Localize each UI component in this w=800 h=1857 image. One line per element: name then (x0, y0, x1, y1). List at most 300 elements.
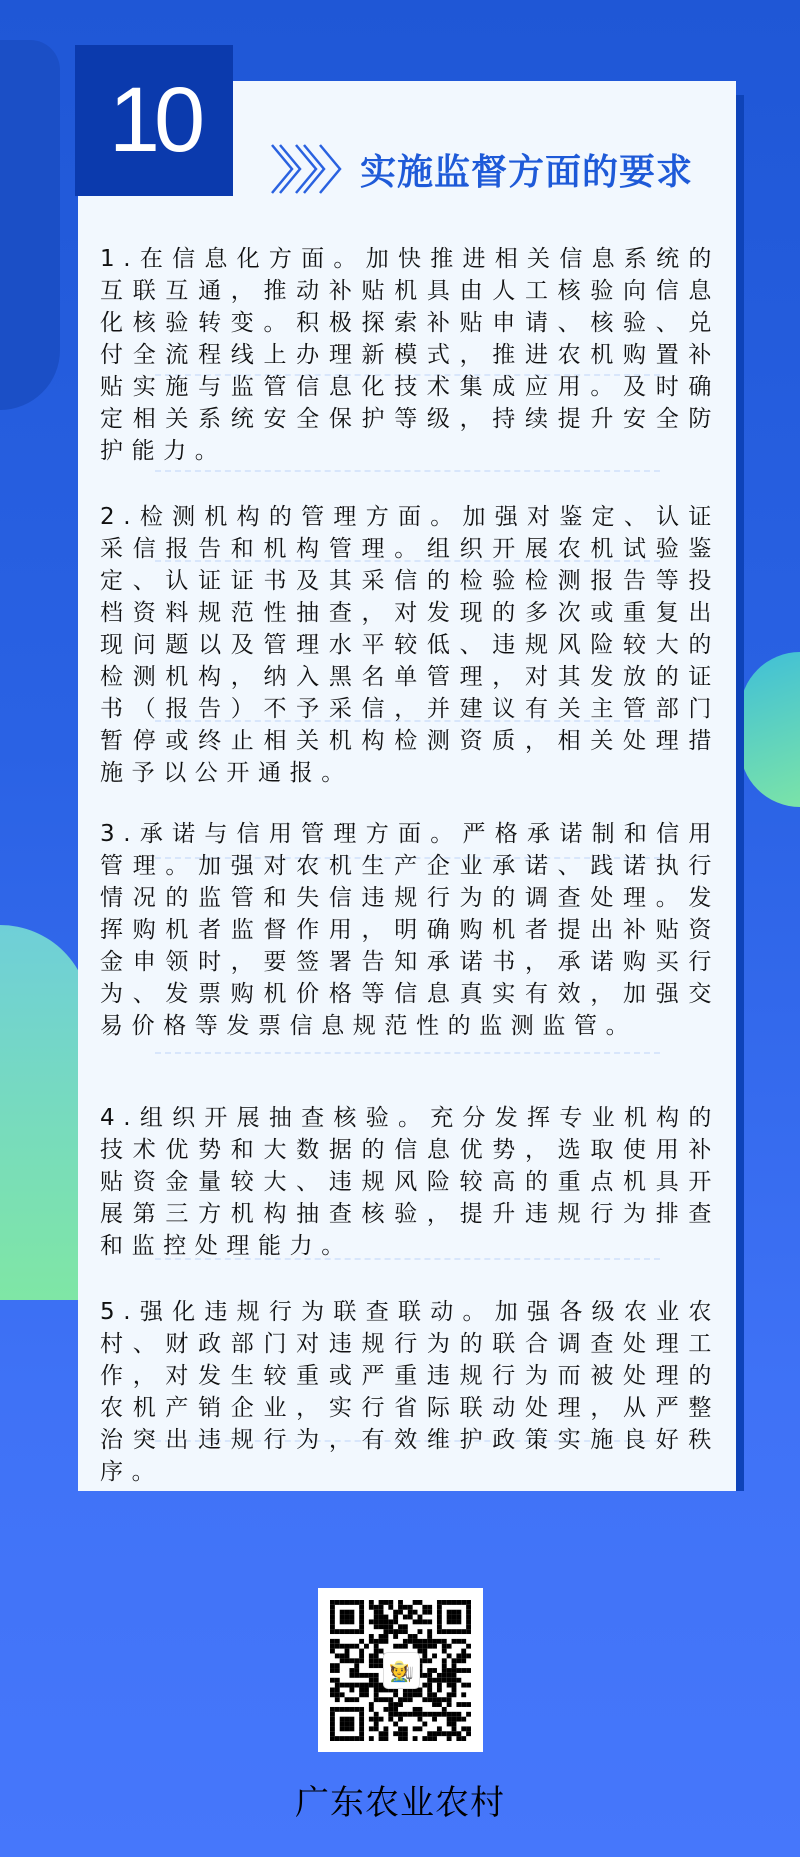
decorative-blob-right (740, 652, 800, 807)
qr-module (427, 1731, 432, 1736)
qr-module (403, 1639, 408, 1644)
qr-module (466, 1615, 471, 1620)
qr-module (354, 1644, 359, 1649)
qr-module (349, 1610, 354, 1615)
qr-module (466, 1610, 471, 1615)
qr-module (413, 1736, 418, 1741)
qr-module (461, 1717, 466, 1722)
qr-module (432, 1697, 437, 1702)
qr-module (403, 1712, 408, 1717)
qr-module (335, 1678, 340, 1683)
qr-module (354, 1736, 359, 1741)
requirement-paragraph: 4.组织开展抽查核验。充分发挥专业机构的技术优势和大数据的信息优势，选取使用补贴资金量较大、违规风险较高的重点机具开展第三方机构抽查核验，提升违规行为排查和监控处理能力。 (100, 1105, 720, 1259)
qr-module (354, 1697, 359, 1702)
qr-module (418, 1644, 423, 1649)
qr-module (340, 1658, 345, 1663)
qr-module (403, 1731, 408, 1736)
qr-module (466, 1600, 471, 1605)
qr-module (359, 1731, 364, 1736)
qr-module (422, 1736, 427, 1741)
qr-module (335, 1683, 340, 1688)
qr-module (452, 1692, 457, 1697)
qr-module (418, 1707, 423, 1712)
qr-module (349, 1736, 354, 1741)
qr-module (345, 1736, 350, 1741)
qr-module (422, 1673, 427, 1678)
qr-module (418, 1629, 423, 1634)
mascot-logo-icon: 🧑‍🌾 (383, 1652, 420, 1689)
qr-module (466, 1712, 471, 1717)
qr-module (432, 1702, 437, 1707)
qr-module (388, 1717, 393, 1722)
qr-module (383, 1600, 388, 1605)
qr-module (345, 1658, 350, 1663)
requirement-paragraph: 1.在信息化方面。加快推进相关信息系统的互联互通，推动补贴机具由人工核验向信息化核验转变。积极探索补贴申请、核验、兑付全流程线上办理新模式，推进农机购置补贴实施与监管信息化技术集成应用。及时确定相关系统安全保护等级，持续提升安全防护能力。 (100, 246, 720, 464)
qr-module (330, 1619, 335, 1624)
qr-module (330, 1600, 335, 1605)
qr-module (447, 1678, 452, 1683)
qr-module (388, 1697, 393, 1702)
qr-module (437, 1639, 442, 1644)
qr-module (466, 1629, 471, 1634)
qr-module (398, 1600, 403, 1605)
qr-module (330, 1712, 335, 1717)
qr-module (369, 1683, 374, 1688)
qr-module (393, 1615, 398, 1620)
qr-module (345, 1717, 350, 1722)
qr-module (452, 1619, 457, 1624)
qr-module (345, 1722, 350, 1727)
qr-module (403, 1736, 408, 1741)
qr-module (335, 1629, 340, 1634)
qr-module (432, 1639, 437, 1644)
qr-module (427, 1619, 432, 1624)
decorative-blob-left (0, 925, 90, 1300)
qr-module (437, 1688, 442, 1693)
qr-module (374, 1697, 379, 1702)
qr-module (349, 1726, 354, 1731)
qr-module (452, 1717, 457, 1722)
qr-module (442, 1712, 447, 1717)
qr-module (422, 1712, 427, 1717)
qr-module (374, 1619, 379, 1624)
qr-module (379, 1610, 384, 1615)
qr-module (374, 1678, 379, 1683)
section-title: 实施监督方面的要求 (360, 151, 694, 193)
qr-module (456, 1653, 461, 1658)
qr-module (349, 1697, 354, 1702)
qr-module (427, 1697, 432, 1702)
qr-module (461, 1726, 466, 1731)
qr-module (422, 1683, 427, 1688)
qr-module (359, 1619, 364, 1624)
requirements-list (100, 243, 720, 1488)
qr-module (359, 1629, 364, 1634)
qr-module (349, 1722, 354, 1727)
qr-module (369, 1673, 374, 1678)
qr-module (330, 1624, 335, 1629)
qr-module (427, 1673, 432, 1678)
qr-module (422, 1653, 427, 1658)
qr-module (369, 1726, 374, 1731)
qr-module (340, 1717, 345, 1722)
qr-module (452, 1688, 457, 1693)
qr-module (427, 1610, 432, 1615)
qr-module (359, 1688, 364, 1693)
qr-module (359, 1610, 364, 1615)
qr-module (432, 1717, 437, 1722)
qr-module (442, 1678, 447, 1683)
qr-module (447, 1619, 452, 1624)
qr-module (335, 1663, 340, 1668)
qr-module (413, 1726, 418, 1731)
qr-module (442, 1731, 447, 1736)
qr-module (349, 1683, 354, 1688)
qr-module (466, 1731, 471, 1736)
qr-module (452, 1658, 457, 1663)
qr-module (437, 1615, 442, 1620)
qr-module (393, 1722, 398, 1727)
qr-module (354, 1707, 359, 1712)
qr-module (383, 1697, 388, 1702)
qr-module (466, 1619, 471, 1624)
qr-module (413, 1639, 418, 1644)
qr-module (437, 1619, 442, 1624)
qr-module (422, 1610, 427, 1615)
qr-module (403, 1644, 408, 1649)
qr-module (369, 1639, 374, 1644)
qr-module (330, 1649, 335, 1654)
qr-module (359, 1707, 364, 1712)
qr-module (345, 1683, 350, 1688)
qr-module (369, 1619, 374, 1624)
qr-module (418, 1600, 423, 1605)
qr-module (340, 1600, 345, 1605)
qr-module (418, 1717, 423, 1722)
qr-module (403, 1697, 408, 1702)
qr-module (354, 1663, 359, 1668)
qr-module (330, 1668, 335, 1673)
qr-module (447, 1712, 452, 1717)
qr-module (330, 1688, 335, 1693)
qr-module (359, 1605, 364, 1610)
qr-module (330, 1639, 335, 1644)
qr-module (340, 1653, 345, 1658)
qr-module (345, 1726, 350, 1731)
qr-module (374, 1663, 379, 1668)
qr-module (335, 1600, 340, 1605)
qr-module (432, 1731, 437, 1736)
qr-module (466, 1653, 471, 1658)
qr-module (345, 1649, 350, 1654)
qr-module (359, 1722, 364, 1727)
qr-module (447, 1673, 452, 1678)
qr-code-icon[interactable] (318, 1588, 483, 1752)
qr-module (422, 1722, 427, 1727)
qr-module (461, 1658, 466, 1663)
qr-module (447, 1668, 452, 1673)
qr-module (330, 1605, 335, 1610)
qr-module (354, 1629, 359, 1634)
qr-module (442, 1629, 447, 1634)
qr-module (442, 1668, 447, 1673)
qr-module (427, 1692, 432, 1697)
qr-module (359, 1673, 364, 1678)
qr-module (383, 1726, 388, 1731)
qr-module (369, 1702, 374, 1707)
qr-module (461, 1692, 466, 1697)
qr-module (374, 1712, 379, 1717)
qr-module (359, 1615, 364, 1620)
qr-module (379, 1600, 384, 1605)
qr-module (379, 1731, 384, 1736)
qr-module (383, 1707, 388, 1712)
qr-module (393, 1610, 398, 1615)
qr-module (447, 1697, 452, 1702)
qr-module (442, 1600, 447, 1605)
qr-module (330, 1722, 335, 1727)
qr-module (345, 1615, 350, 1620)
qr-module (408, 1692, 413, 1697)
requirement-paragraph: 5.强化违规行为联查联动。加强各级农业农村、财政部门对违规行为的联合调查处理工作，对发生较重或严重违规行为而被处理的农机产销企业，实行省际联动处理，从严整治突出违规行为，有效维护政策实施良好秩序。 (100, 1299, 720, 1485)
qr-module (403, 1624, 408, 1629)
qr-module (330, 1736, 335, 1741)
qr-module (427, 1629, 432, 1634)
qr-module (383, 1634, 388, 1639)
qr-module (340, 1683, 345, 1688)
qr-module (383, 1731, 388, 1736)
qr-module (330, 1663, 335, 1668)
qr-module (388, 1605, 393, 1610)
qr-module (447, 1683, 452, 1688)
qr-module (379, 1736, 384, 1741)
section-header (270, 143, 693, 195)
qr-module (437, 1673, 442, 1678)
qr-module (442, 1639, 447, 1644)
qr-module (359, 1683, 364, 1688)
qr-module (398, 1644, 403, 1649)
qr-module (427, 1683, 432, 1688)
qr-module (393, 1644, 398, 1649)
qr-module (349, 1717, 354, 1722)
qr-module (335, 1688, 340, 1693)
qr-module (374, 1649, 379, 1654)
qr-module (330, 1615, 335, 1620)
qr-module (335, 1736, 340, 1741)
qr-module (374, 1658, 379, 1663)
qr-module (442, 1644, 447, 1649)
qr-module (422, 1605, 427, 1610)
qr-module (330, 1678, 335, 1683)
qr-module (461, 1649, 466, 1654)
qr-module (452, 1663, 457, 1668)
qr-module (374, 1605, 379, 1610)
qr-module (452, 1610, 457, 1615)
qr-module (418, 1639, 423, 1644)
qr-module (330, 1610, 335, 1615)
qr-module (461, 1702, 466, 1707)
qr-module (452, 1668, 457, 1673)
qr-module (413, 1610, 418, 1615)
qr-module (432, 1653, 437, 1658)
qr-module (359, 1736, 364, 1741)
qr-module (354, 1668, 359, 1673)
qr-module (447, 1653, 452, 1658)
qr-module (359, 1600, 364, 1605)
qr-module (398, 1712, 403, 1717)
qr-module (383, 1624, 388, 1629)
qr-module (432, 1678, 437, 1683)
qr-module (340, 1707, 345, 1712)
qr-module (437, 1726, 442, 1731)
qr-module (447, 1600, 452, 1605)
qr-module (379, 1649, 384, 1654)
qr-module (349, 1658, 354, 1663)
qr-module (452, 1673, 457, 1678)
qr-module (461, 1629, 466, 1634)
qr-module (330, 1726, 335, 1731)
qr-module (456, 1600, 461, 1605)
qr-module (398, 1731, 403, 1736)
qr-module (427, 1639, 432, 1644)
qr-module (359, 1692, 364, 1697)
qr-module (398, 1624, 403, 1629)
qr-module (437, 1624, 442, 1629)
qr-module (345, 1697, 350, 1702)
qr-module (335, 1639, 340, 1644)
qr-module (447, 1702, 452, 1707)
qr-module (408, 1639, 413, 1644)
qr-module (330, 1644, 335, 1649)
qr-module (413, 1619, 418, 1624)
qr-module (432, 1736, 437, 1741)
qr-module (349, 1707, 354, 1712)
qr-module (427, 1712, 432, 1717)
qr-module (408, 1712, 413, 1717)
qr-module (456, 1639, 461, 1644)
qr-module (408, 1605, 413, 1610)
qr-module (398, 1610, 403, 1615)
qr-module (388, 1624, 393, 1629)
qr-module (340, 1722, 345, 1727)
qr-module (418, 1619, 423, 1624)
qr-module (369, 1736, 374, 1741)
qr-module (427, 1678, 432, 1683)
qr-module (452, 1731, 457, 1736)
qr-module (388, 1629, 393, 1634)
qr-module (383, 1629, 388, 1634)
qr-module (374, 1610, 379, 1615)
qr-module (447, 1722, 452, 1727)
qr-module (359, 1726, 364, 1731)
qr-module (335, 1668, 340, 1673)
qr-module (359, 1639, 364, 1644)
qr-module (383, 1619, 388, 1624)
qr-module (456, 1619, 461, 1624)
qr-module (349, 1673, 354, 1678)
qr-module (330, 1629, 335, 1634)
qr-module (349, 1615, 354, 1620)
qr-module (466, 1644, 471, 1649)
qr-module (466, 1624, 471, 1629)
qr-module (456, 1678, 461, 1683)
qr-module (461, 1639, 466, 1644)
chevrons-icon (270, 143, 346, 195)
qr-module (340, 1692, 345, 1697)
qr-module (359, 1658, 364, 1663)
qr-module (374, 1615, 379, 1620)
qr-module (398, 1717, 403, 1722)
qr-module (354, 1683, 359, 1688)
qr-module (461, 1668, 466, 1673)
qr-module (422, 1697, 427, 1702)
qr-module (340, 1619, 345, 1624)
qr-module (413, 1644, 418, 1649)
qr-module (354, 1673, 359, 1678)
qr-module (413, 1712, 418, 1717)
qr-module (456, 1658, 461, 1663)
qr-module (393, 1702, 398, 1707)
qr-module (335, 1697, 340, 1702)
qr-module (447, 1610, 452, 1615)
qr-module (422, 1619, 427, 1624)
qr-module (364, 1688, 369, 1693)
qr-module (369, 1707, 374, 1712)
qr-module (452, 1722, 457, 1727)
section-number: 10 (75, 45, 233, 196)
qr-module (456, 1702, 461, 1707)
qr-module (374, 1688, 379, 1693)
qr-module (345, 1610, 350, 1615)
qr-module (422, 1644, 427, 1649)
qr-module (369, 1717, 374, 1722)
qr-module (335, 1653, 340, 1658)
qr-module (452, 1629, 457, 1634)
qr-module (354, 1600, 359, 1605)
qr-module (393, 1619, 398, 1624)
qr-module (379, 1605, 384, 1610)
qr-module (447, 1692, 452, 1697)
qr-module (437, 1605, 442, 1610)
qr-module (452, 1683, 457, 1688)
requirement-paragraph: 3.承诺与信用管理方面。严格承诺制和信用管理。加强对农机生产企业承诺、践诺执行情况的监管和失信违规行为的调查处理。发挥购机者监督作用，明确购机者提出补贴资金申领时，要签署告知承诺书，承诺购买行为、发票购机价格等信息真实有效，加强交易价格等发票信息规范性的监测监管。 (100, 821, 720, 1039)
qr-module (422, 1649, 427, 1654)
qr-module (374, 1644, 379, 1649)
qr-module (349, 1668, 354, 1673)
qr-module (461, 1736, 466, 1741)
qr-module (398, 1736, 403, 1741)
qr-module (403, 1605, 408, 1610)
qr-module (466, 1726, 471, 1731)
qr-module (374, 1624, 379, 1629)
qr-module (456, 1731, 461, 1736)
qr-module (398, 1629, 403, 1634)
qr-module (408, 1634, 413, 1639)
qr-module (442, 1697, 447, 1702)
qr-module (359, 1624, 364, 1629)
qr-module (379, 1697, 384, 1702)
qr-module (442, 1663, 447, 1668)
qr-module (437, 1683, 442, 1688)
qr-module (330, 1707, 335, 1712)
qr-module (398, 1702, 403, 1707)
qr-module (388, 1707, 393, 1712)
qr-module (374, 1639, 379, 1644)
qr-module (398, 1726, 403, 1731)
qr-module (403, 1629, 408, 1634)
qr-module (349, 1619, 354, 1624)
qr-module (466, 1683, 471, 1688)
